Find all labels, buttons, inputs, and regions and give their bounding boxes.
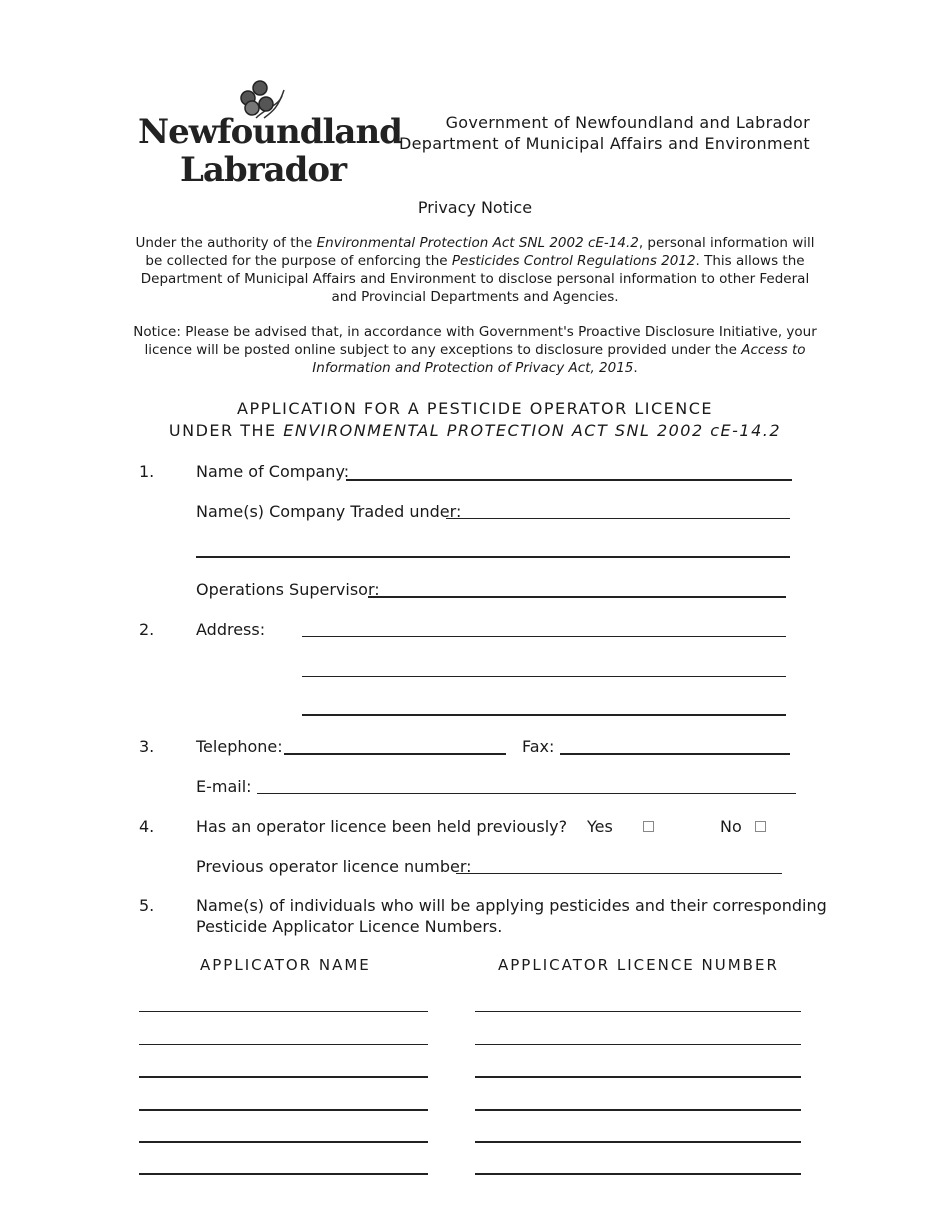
fax-label: Fax: [522, 737, 555, 756]
address-field-1[interactable] [302, 636, 786, 637]
operations-supervisor-label: Operations Supervisor: [196, 580, 380, 599]
telephone-label: Telephone: [196, 737, 283, 756]
applicator-name-field[interactable] [139, 1109, 428, 1111]
yes-label: Yes [587, 817, 613, 836]
company-name-field[interactable] [346, 479, 792, 481]
applicator-number-field[interactable] [475, 1076, 801, 1078]
email-label: E-mail: [196, 777, 252, 796]
section-5-text-line1: Name(s) of individuals who will be applying pesticides and their corresponding [196, 896, 827, 915]
privacy-paragraph: Under the authority of the Environmental Protection Act SNL 2002 cE-14.2, personal information will be collected for the purpose of enforcing the Pesticides Control Regulations 2012. This allows the Department of Municipal Affairs and Environment to disclose personal information to other Federal and Provincial Departments and Agencies. [135, 235, 815, 305]
applicator-number-field[interactable] [475, 1173, 801, 1175]
section-5-number: 5. [139, 896, 155, 915]
applicator-name-field[interactable] [139, 1141, 428, 1143]
held-previously-question: Has an operator licence been held previously? [196, 817, 568, 836]
section-3-number: 3. [139, 737, 155, 756]
applicator-number-field[interactable] [475, 1011, 801, 1012]
traded-under-field-2[interactable] [196, 556, 790, 558]
fax-field[interactable] [560, 753, 790, 755]
telephone-field[interactable] [284, 753, 506, 755]
previous-licence-label: Previous operator licence number: [196, 857, 472, 876]
no-checkbox[interactable] [755, 821, 766, 832]
applicator-number-field[interactable] [475, 1141, 801, 1143]
address-field-3[interactable] [302, 714, 786, 716]
applicator-licence-number-header: APPLICATOR LICENCE NUMBER [498, 956, 779, 974]
section-4-number: 4. [139, 817, 155, 836]
logo-text-labrador: Labrador [180, 150, 347, 190]
section-1-number: 1. [139, 462, 155, 481]
applicator-name-field[interactable] [139, 1076, 428, 1078]
no-label: No [720, 817, 742, 836]
form-title-line1: APPLICATION FOR A PESTICIDE OPERATOR LICENCE [237, 399, 713, 418]
privacy-notice-title: Privacy Notice [417, 198, 533, 217]
section-2-number: 2. [139, 620, 155, 639]
traded-under-label: Name(s) Company Traded under: [196, 502, 462, 521]
applicator-name-field[interactable] [139, 1044, 428, 1045]
gov-name: Government of Newfoundland and Labrador [445, 113, 810, 132]
operations-supervisor-field[interactable] [368, 596, 786, 598]
section-5-text-line2: Pesticide Applicator Licence Numbers. [196, 917, 503, 936]
email-field[interactable] [257, 793, 796, 794]
previous-licence-field[interactable] [456, 873, 782, 874]
form-title-line2: UNDER THE ENVIRONMENTAL PROTECTION ACT SNL 2002 cE-14.2 [168, 421, 782, 440]
applicator-name-field[interactable] [139, 1173, 428, 1175]
yes-checkbox[interactable] [643, 821, 654, 832]
address-field-2[interactable] [302, 676, 786, 677]
address-label: Address: [196, 620, 266, 639]
applicator-number-field[interactable] [475, 1109, 801, 1111]
applicator-name-field[interactable] [139, 1011, 428, 1012]
logo-text-newfoundland: Newfoundland [138, 112, 402, 152]
department-name: Department of Municipal Affairs and Environment [398, 134, 810, 153]
disclosure-notice-paragraph: Notice: Please be advised that, in accordance with Government's Proactive Disclosure Initiative, your licence will be posted online subject to any exceptions to disclosure provided under the Access to Information and Protection of Privacy Act, 2015. [133, 324, 817, 376]
applicator-number-field[interactable] [475, 1044, 801, 1045]
applicator-name-header: APPLICATOR NAME [200, 956, 371, 974]
traded-under-field[interactable] [446, 518, 790, 519]
company-name-label: Name of Company: [196, 462, 350, 481]
